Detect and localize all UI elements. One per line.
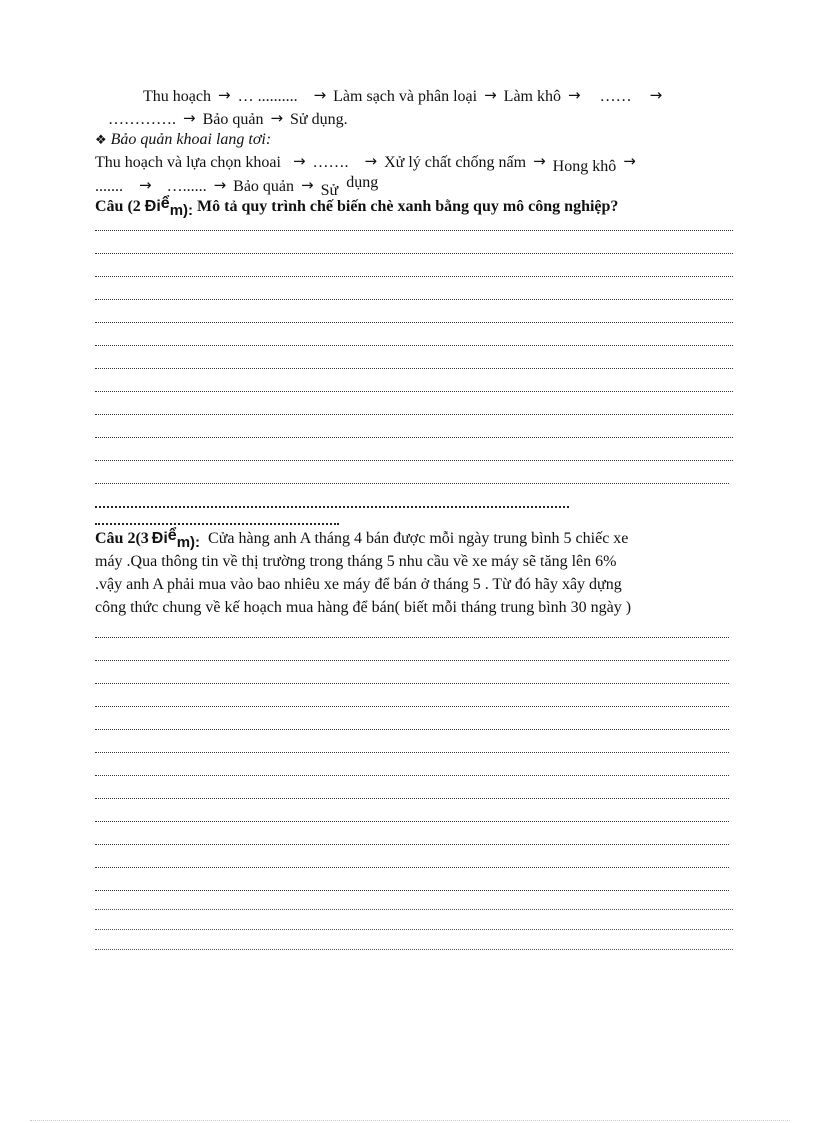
process2-heading: Bảo quản khoai lang tơi: — [110, 131, 272, 148]
answer-line — [95, 322, 733, 323]
answer-line — [95, 414, 733, 415]
process1-step-harvest: Thu hoạch — [143, 88, 211, 105]
right-arrow-icon: → — [364, 152, 378, 170]
question1-label: Câu (2 — [95, 198, 141, 215]
process1-blank: …………. — [108, 111, 176, 128]
question2-points-c: m): — [176, 534, 201, 551]
question2-label: Câu 2(3 — [95, 530, 149, 547]
right-arrow-icon: → — [313, 86, 327, 104]
answer-line — [95, 775, 729, 776]
answer-line — [95, 867, 729, 868]
question2-text-line1: Cửa hàng anh A tháng 4 bán được mỗi ngày trung bình 5 chiếc xe — [208, 530, 629, 547]
right-arrow-icon: → — [484, 86, 497, 104]
four-diamond-bullet-icon: ❖ — [95, 133, 107, 148]
process1-blank: … .......... — [237, 88, 298, 105]
right-arrow-icon: → — [623, 152, 636, 170]
process1-line2 — [108, 109, 348, 129]
answer-line — [95, 368, 733, 369]
answer-line — [95, 506, 569, 508]
process2-step-dry: Hong khô — [552, 158, 617, 175]
right-arrow-icon: → — [270, 109, 284, 127]
question1-points-b: ể — [160, 195, 170, 212]
right-arrow-icon: → — [649, 86, 663, 104]
answer-line — [95, 523, 339, 525]
answer-line — [95, 299, 733, 300]
answer-line — [95, 949, 733, 950]
question1-points-a: Đi — [144, 198, 161, 215]
right-arrow-icon: → — [301, 176, 314, 194]
process1-line1 — [143, 86, 665, 106]
process2-step-harvest: Thu hoạch và lựa chọn khoai — [95, 154, 281, 171]
answer-line — [95, 752, 729, 753]
question2-points-b: ể — [167, 527, 177, 544]
right-arrow-icon: → — [217, 86, 231, 104]
answer-line — [95, 391, 733, 392]
process2-blank: ……. — [312, 154, 349, 171]
answer-line — [95, 253, 733, 254]
process2-step-store: Bảo quản — [233, 178, 295, 195]
process2-step-use-suffix: dụng — [346, 174, 379, 191]
process2-heading-line — [95, 131, 271, 149]
answer-line — [95, 276, 733, 277]
process2-line2 — [95, 174, 379, 199]
answer-line — [95, 909, 733, 910]
right-arrow-icon: → — [568, 86, 581, 104]
answer-line — [95, 437, 733, 438]
answer-line — [95, 729, 729, 730]
question1-points-c: m): — [169, 202, 194, 219]
process2-step-antifungal: Xử lý chất chống nấm — [384, 154, 527, 171]
page-bottom-divider — [30, 1120, 790, 1121]
answer-line — [95, 890, 729, 891]
answer-line — [95, 821, 729, 822]
right-arrow-icon: → — [533, 152, 546, 170]
process1-step-dry: Làm khô — [503, 88, 561, 105]
answer-line — [95, 844, 729, 845]
answer-line — [95, 230, 733, 231]
question2-line1 — [95, 527, 629, 551]
answer-line — [95, 637, 729, 638]
right-arrow-icon: → — [213, 176, 227, 194]
process1-step-store: Bảo quản — [202, 111, 264, 128]
question2-text-line2: máy .Qua thông tin về thị trường trong tháng 5 nhu cầu về xe máy sẽ tăng lên 6% — [95, 553, 617, 570]
answer-line — [95, 483, 729, 484]
question1-text: Mô tả quy trình chế biến chè xanh bằng quy mô công nghiệp? — [197, 198, 619, 215]
answer-line — [95, 929, 733, 930]
process2-step-use: Sử — [320, 182, 339, 199]
answer-line — [95, 683, 729, 684]
process2-blank: …...... — [166, 178, 207, 195]
answer-line — [95, 460, 733, 461]
right-arrow-icon: → — [139, 176, 152, 194]
question2-points-a: Đi — [151, 530, 168, 547]
right-arrow-icon: → — [183, 109, 196, 127]
process2-line1 — [95, 152, 639, 175]
answer-line — [95, 706, 729, 707]
answer-line — [95, 660, 729, 661]
answer-line — [95, 345, 733, 346]
process1-step-use: Sử dụng. — [290, 111, 348, 128]
question2-text-line3: .vậy anh A phải mua vào bao nhiêu xe máy để bán ở tháng 5 . Từ đó hãy xây dựng — [95, 576, 622, 593]
question2-text-line4: công thức chung về kế hoạch mua hàng để bán( biết mỗi tháng trung bình 30 ngày ) — [95, 599, 632, 616]
answer-line — [95, 798, 729, 799]
process2-blank: ....... — [95, 178, 123, 195]
process1-step-clean: Làm sạch và phân loại — [333, 88, 478, 105]
right-arrow-icon: → — [292, 152, 306, 170]
process1-blank: …… — [599, 88, 632, 105]
question1-heading — [95, 195, 619, 219]
